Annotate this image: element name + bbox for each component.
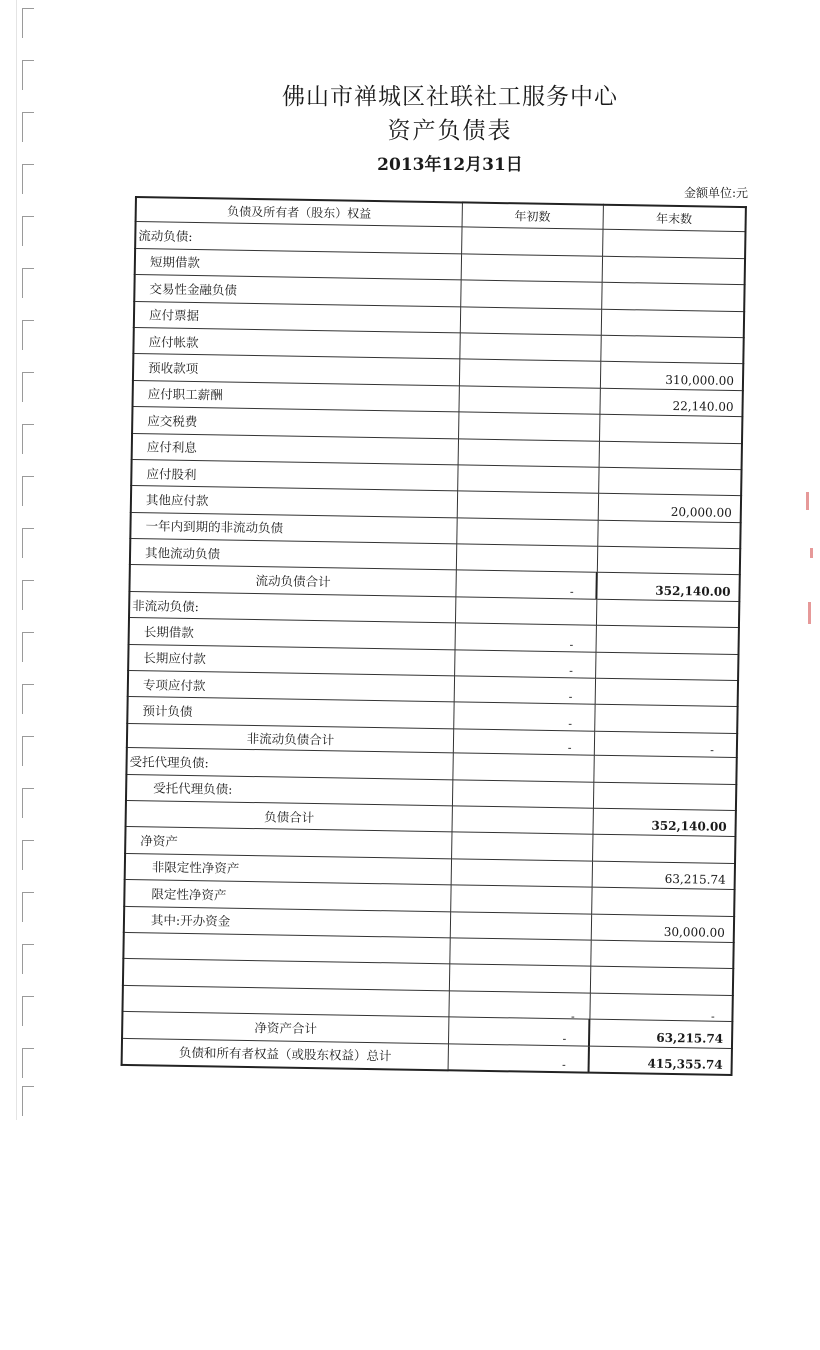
binding-edge-line xyxy=(16,0,17,1120)
ending-value xyxy=(590,940,733,969)
row-label: 受托代理负债: xyxy=(126,748,453,780)
binding-hole xyxy=(22,268,34,298)
binding-hole xyxy=(22,164,34,194)
binding-hole xyxy=(22,944,34,974)
beginning-value xyxy=(459,359,600,388)
beginning-value xyxy=(451,859,592,888)
beginning-value xyxy=(456,544,597,573)
row-label: 净资产 xyxy=(125,827,452,859)
ending-value: 20,000.00 xyxy=(598,494,741,523)
beginning-value xyxy=(452,779,593,808)
beginning-value: - xyxy=(456,570,597,599)
seal-edge-mark xyxy=(808,602,811,624)
row-label: 应付股利 xyxy=(131,459,458,491)
report-title: 资产负债表 xyxy=(387,118,513,144)
column-header-item: 负债及所有者（股东）权益 xyxy=(136,197,463,227)
binding-hole xyxy=(22,476,34,506)
binding-hole xyxy=(22,216,34,246)
binding-hole xyxy=(22,528,34,558)
beginning-value: - xyxy=(455,623,596,652)
row-label: 净资产合计 xyxy=(122,1012,449,1044)
row-label: 一年内到期的非流动负债 xyxy=(130,512,457,544)
beginning-value: - xyxy=(448,1017,589,1046)
row-label: 应付票据 xyxy=(134,301,461,333)
currency-unit-note: 金额单位:元 xyxy=(683,186,748,200)
ending-value: 30,000.00 xyxy=(591,914,734,943)
beginning-value: - xyxy=(454,702,595,731)
ending-value: 22,140.00 xyxy=(600,388,743,417)
beginning-value xyxy=(452,806,593,835)
ending-value xyxy=(600,335,743,364)
beginning-value xyxy=(460,306,601,335)
ending-value xyxy=(594,705,737,734)
binding-hole xyxy=(22,788,34,818)
ending-value xyxy=(598,467,741,496)
row-label: 应付帐款 xyxy=(133,327,460,359)
seal-edge-mark xyxy=(806,492,809,510)
ending-value xyxy=(599,441,742,470)
ending-value: - xyxy=(594,731,737,758)
beginning-value xyxy=(457,491,598,520)
beginning-value xyxy=(453,753,594,782)
row-label: 短期借款 xyxy=(135,248,462,280)
row-label: 流动负债合计 xyxy=(129,565,456,597)
binding-hole xyxy=(22,684,34,714)
ending-value xyxy=(590,966,733,995)
row-label: 预收款项 xyxy=(133,354,460,386)
binding-hole xyxy=(22,1048,34,1078)
row-label: 其他流动负债 xyxy=(130,539,457,571)
beginning-value xyxy=(450,911,591,940)
row-label: 非限定性净资产 xyxy=(125,853,452,885)
beginning-value xyxy=(458,412,599,441)
row-label: 预计负债 xyxy=(127,697,454,729)
row-label: 应付利息 xyxy=(132,433,459,465)
beginning-value xyxy=(451,885,592,914)
beginning-value: - xyxy=(454,650,595,679)
ending-value xyxy=(597,520,740,549)
binding-hole xyxy=(22,1086,34,1116)
balance-sheet-table xyxy=(121,196,747,1076)
ending-value xyxy=(591,887,734,916)
binding-hole xyxy=(22,424,34,454)
row-label: 流动负债: xyxy=(135,222,462,254)
ending-value: 63,215.74 xyxy=(592,861,735,890)
binding-hole xyxy=(22,60,34,90)
footer-ending-dash: - xyxy=(711,1010,715,1023)
ending-value: 63,215.74 xyxy=(589,1019,732,1048)
binding-margin xyxy=(0,0,40,1120)
ending-value xyxy=(597,546,740,575)
binding-hole xyxy=(22,892,34,922)
row-label: 非流动负债: xyxy=(129,591,456,623)
row-label: 应交税费 xyxy=(132,407,459,439)
row-label: 受托代理负债: xyxy=(126,774,453,806)
beginning-value xyxy=(461,254,602,283)
ending-value xyxy=(595,678,738,707)
ending-value xyxy=(602,230,745,259)
row-label: 应付职工薪酬 xyxy=(133,380,460,412)
beginning-value: - xyxy=(454,676,595,705)
binding-hole xyxy=(22,320,34,350)
row-label: 交易性金融负债 xyxy=(134,275,461,307)
binding-hole xyxy=(22,112,34,142)
beginning-value xyxy=(460,333,601,362)
ending-value: 352,140.00 xyxy=(593,808,736,837)
beginning-value: - xyxy=(448,1043,589,1072)
row-label: 负债合计 xyxy=(126,800,453,832)
row-label: 非流动负债合计 xyxy=(127,723,454,753)
row-label: 长期应付款 xyxy=(128,644,455,676)
row-label: 负债和所有者权益（或股东权益）总计 xyxy=(122,1038,449,1070)
beginning-value xyxy=(458,438,599,467)
binding-hole xyxy=(22,996,34,1026)
binding-hole xyxy=(22,372,34,402)
ending-value: 415,355.74 xyxy=(589,1046,732,1075)
binding-hole xyxy=(22,580,34,610)
beginning-value xyxy=(461,280,602,309)
binding-hole xyxy=(22,840,34,870)
row-label: 长期借款 xyxy=(129,618,456,650)
report-date: 2013年12月31日 xyxy=(377,155,523,175)
ending-value xyxy=(593,782,736,811)
beginning-value xyxy=(449,964,590,993)
organization-name: 佛山市禅城区社联社工服务中心 xyxy=(282,84,618,110)
ending-value xyxy=(602,256,745,285)
binding-hole xyxy=(22,736,34,766)
ending-value xyxy=(596,625,739,654)
ending-value: 310,000.00 xyxy=(600,362,743,391)
ending-value xyxy=(595,652,738,681)
ending-value xyxy=(596,599,739,628)
ending-value xyxy=(599,414,742,443)
beginning-value xyxy=(459,386,600,415)
beginning-value xyxy=(451,832,592,861)
binding-hole xyxy=(22,8,34,38)
beginning-value: - xyxy=(453,729,594,756)
ending-value xyxy=(594,755,737,784)
binding-hole xyxy=(22,632,34,662)
row-label: 专项应付款 xyxy=(128,670,455,702)
column-header-ending: 年末数 xyxy=(603,205,746,232)
beginning-value xyxy=(458,465,599,494)
ending-value xyxy=(601,282,744,311)
seal-edge-mark xyxy=(810,548,813,558)
row-label: 其中:开办资金 xyxy=(124,906,451,938)
row-label: 限定性净资产 xyxy=(124,880,451,912)
beginning-value xyxy=(457,518,598,547)
ending-value xyxy=(592,835,735,864)
column-header-beginning: 年初数 xyxy=(462,202,603,229)
beginning-value xyxy=(461,227,602,256)
beginning-value xyxy=(455,597,596,626)
ending-value xyxy=(601,309,744,338)
footer-beginning-dash: - xyxy=(571,1010,575,1023)
beginning-value xyxy=(449,991,590,1020)
ending-value: 352,140.00 xyxy=(597,573,740,602)
row-label: 其他应付款 xyxy=(131,486,458,518)
beginning-value xyxy=(450,938,591,967)
